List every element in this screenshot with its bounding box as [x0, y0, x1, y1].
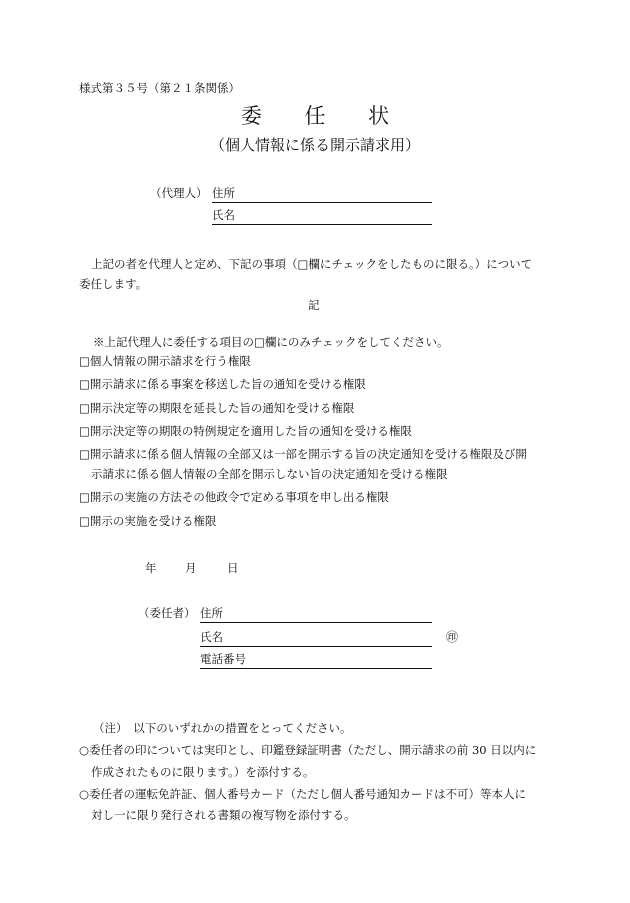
item-label: 個人情報の開示請求を行う権限	[89, 354, 251, 368]
item-label: 開示決定等の期限を延長した旨の通知を受ける権限	[89, 401, 355, 415]
note-1-line-2: 作成されたものに限ります。）を添付する。	[91, 765, 315, 779]
date-year-label: 年	[145, 561, 157, 575]
checkbox[interactable]: □	[79, 490, 90, 504]
body-line-1: 上記の者を代理人と定め、下記の事項（□欄にチェックをしたものに限る。）について	[91, 257, 533, 271]
document-subtitle: （個人情報に係る開示請求用）	[209, 136, 420, 154]
checkbox[interactable]: □	[79, 401, 90, 415]
instruction-text: ※上記代理人に委任する項目の□欄にのみチェックをしてください。	[93, 335, 449, 349]
checkbox[interactable]: □	[79, 377, 90, 391]
note-2-line-2: 対し一に限り発行される書類の複写物を添付する。	[91, 808, 356, 822]
seal-mark: ㊞	[446, 630, 459, 644]
item-label: 開示の実施を受ける権限	[89, 514, 217, 528]
item-label: 開示請求に係る事案を移送した旨の通知を受ける権限	[89, 377, 366, 391]
note-1-line-1: ○委任者の印については実印とし、印鑑登録証明書（ただし、開示請求の前 30 日以内に	[79, 743, 537, 757]
authority-item-6[interactable]	[79, 489, 389, 505]
agent-address-field[interactable]	[212, 185, 432, 203]
authority-item-4[interactable]	[79, 423, 412, 439]
checkbox[interactable]: □	[79, 354, 90, 368]
principal-address-field[interactable]	[200, 605, 432, 623]
date-month-label: 月	[185, 561, 197, 575]
item-label: 開示決定等の期限の特例規定を適用した旨の通知を受ける権限	[89, 424, 412, 438]
principal-phone-field[interactable]	[200, 651, 432, 669]
principal-name-field[interactable]	[200, 629, 432, 647]
authority-item-3[interactable]	[79, 400, 354, 416]
checkbox[interactable]: □	[79, 424, 90, 438]
checkbox[interactable]: □	[79, 514, 90, 528]
agent-label: （代理人）	[150, 186, 208, 200]
ki-heading: 記	[308, 298, 320, 312]
principal-name-label: 氏名	[200, 630, 223, 644]
agent-name-label: 氏名	[212, 208, 235, 222]
notes-heading: （注） 以下のいずれかの措置をとってください。	[93, 721, 352, 735]
principal-phone-label: 電話番号	[200, 652, 246, 666]
agent-name-field[interactable]	[212, 207, 432, 225]
authority-item-1[interactable]	[79, 353, 251, 369]
agent-address-label: 住所	[212, 186, 235, 200]
principal-label: （委任者）	[138, 606, 196, 620]
body-line-2: 委任します。	[79, 277, 148, 291]
item-label: 開示請求に係る個人情報の全部又は一部を開示する旨の決定通知を受ける権限及び開	[89, 447, 527, 461]
date-day-label: 日	[227, 561, 239, 575]
authority-item-2[interactable]	[79, 376, 366, 392]
authority-item-5[interactable]	[79, 446, 527, 462]
item-label: 開示の実施の方法その他政令で定める事項を申し出る権限	[89, 490, 389, 504]
authority-item-5-continued: 示請求に係る個人情報の全部を開示しない旨の決定通知を受ける権限	[91, 467, 448, 481]
checkbox[interactable]: □	[79, 447, 90, 461]
document-title: 委 任 状	[240, 104, 408, 128]
note-2-line-1: ○委任者の運転免許証、個人番号カード（ただし個人番号通知カードは不可）等本人に	[79, 787, 527, 801]
form-number: 様式第３５号（第２１条関係）	[79, 81, 240, 95]
authority-item-7[interactable]	[79, 513, 216, 529]
principal-address-label: 住所	[200, 606, 223, 620]
